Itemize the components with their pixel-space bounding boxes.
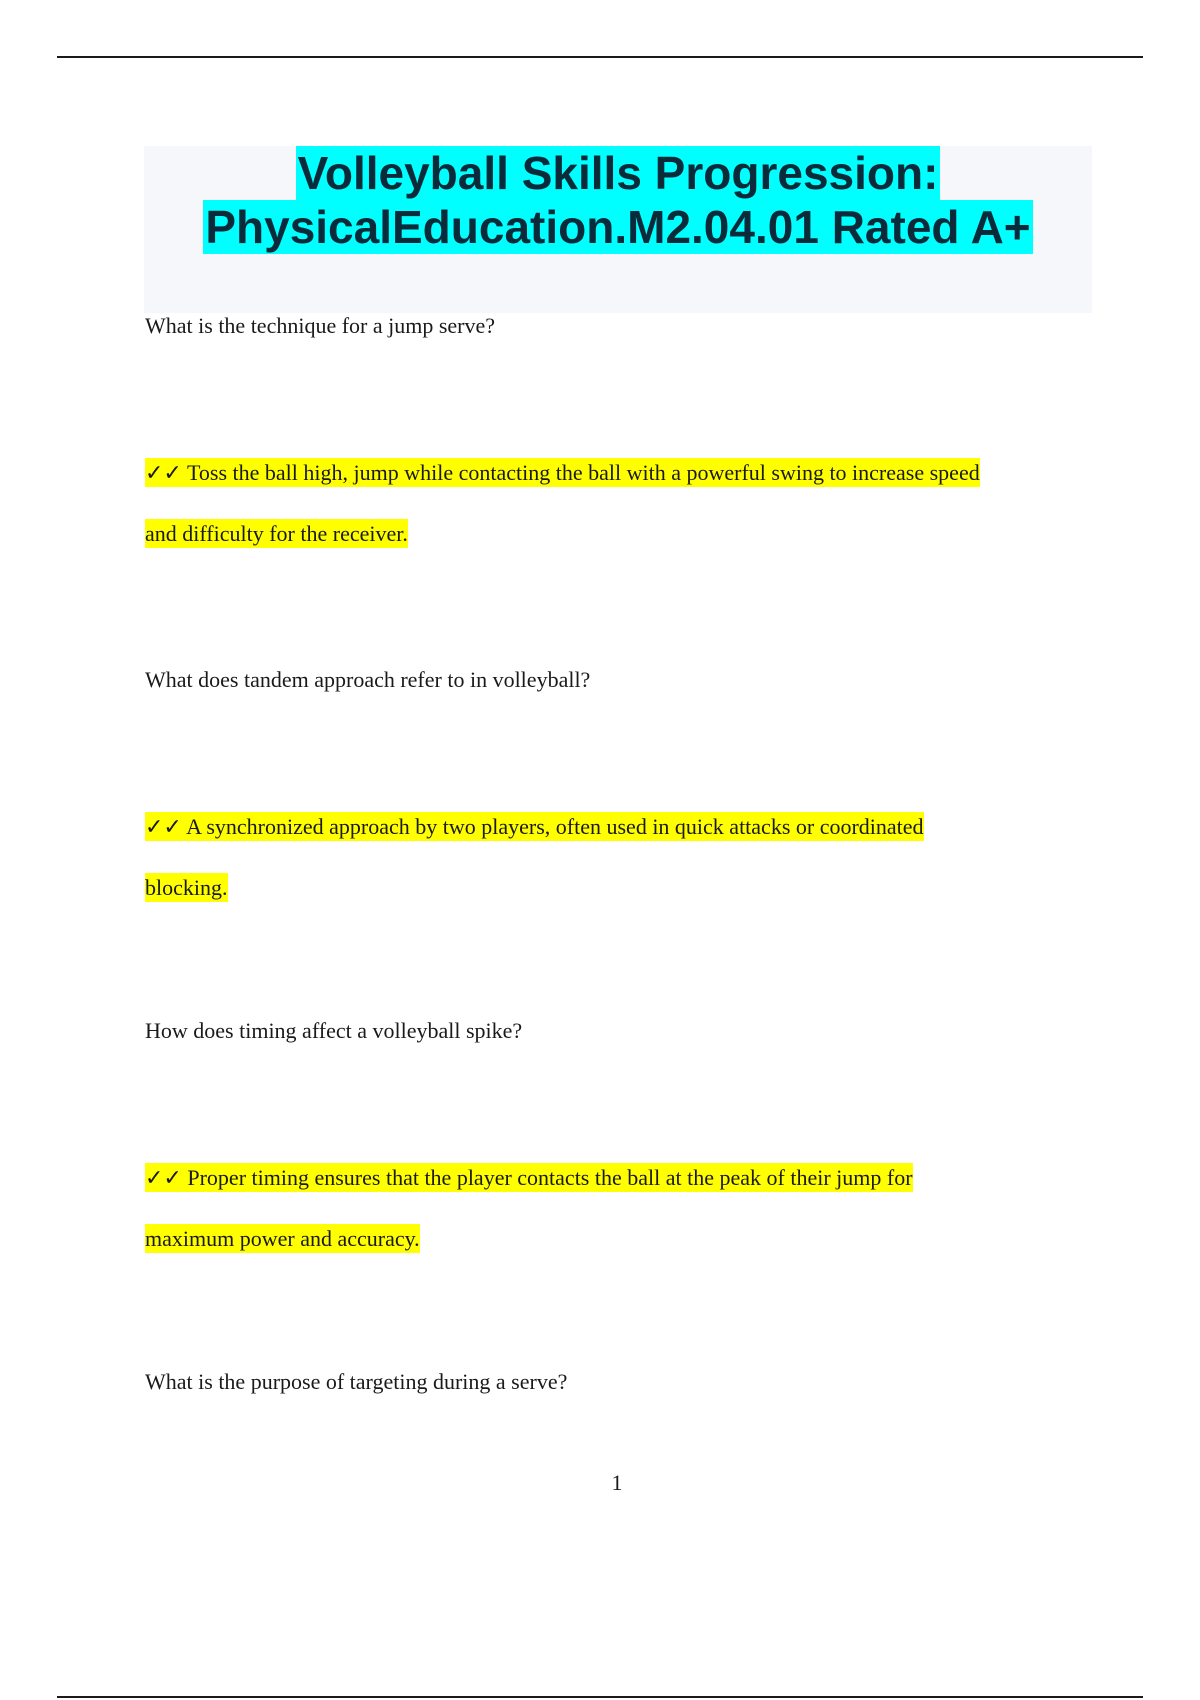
title-row-1 — [144, 146, 1092, 200]
question-2: What does tandem approach refer to in volleyball? — [145, 667, 591, 692]
double-check-icon: ✓✓ — [145, 1166, 182, 1191]
answer-1-line-1 — [145, 458, 980, 487]
answer-2 — [145, 797, 1075, 918]
document-title-line-1: Volleyball Skills Progression: — [297, 147, 939, 199]
answer-3 — [145, 1148, 1075, 1269]
answer-3-line-1 — [145, 1163, 913, 1192]
answer-1-line-2: and difficulty for the receiver. — [145, 521, 408, 546]
question-4: What is the purpose of targeting during a serve? — [145, 1369, 568, 1394]
double-check-icon: ✓✓ — [145, 815, 182, 840]
answer-1 — [145, 443, 1075, 564]
title-row-2 — [144, 200, 1092, 254]
page-number: 1 — [611, 1470, 623, 1495]
answer-3-text-1: Proper timing ensures that the player contacts the ball at the peak of their jump for — [187, 1165, 913, 1190]
answer-3-line-2: maximum power and accuracy. — [145, 1226, 420, 1251]
title-block — [144, 146, 1092, 313]
document-title-line-2: PhysicalEducation.M2.04.01 Rated A+ — [205, 201, 1031, 253]
answer-2-line-2: blocking. — [145, 875, 228, 900]
question-1: What is the technique for a jump serve? — [145, 313, 496, 338]
answer-1-text-1: Toss the ball high, jump while contacting the ball with a powerful swing to increase speed — [186, 460, 980, 485]
header-rule — [57, 56, 1143, 58]
footer-rule — [57, 1696, 1143, 1698]
question-3: How does timing affect a volleyball spike? — [145, 1018, 523, 1043]
answer-2-text-1: A synchronized approach by two players, often used in quick attacks or coordinated — [186, 814, 924, 839]
answer-2-line-1 — [145, 812, 924, 841]
double-check-icon: ✓✓ — [145, 461, 182, 486]
